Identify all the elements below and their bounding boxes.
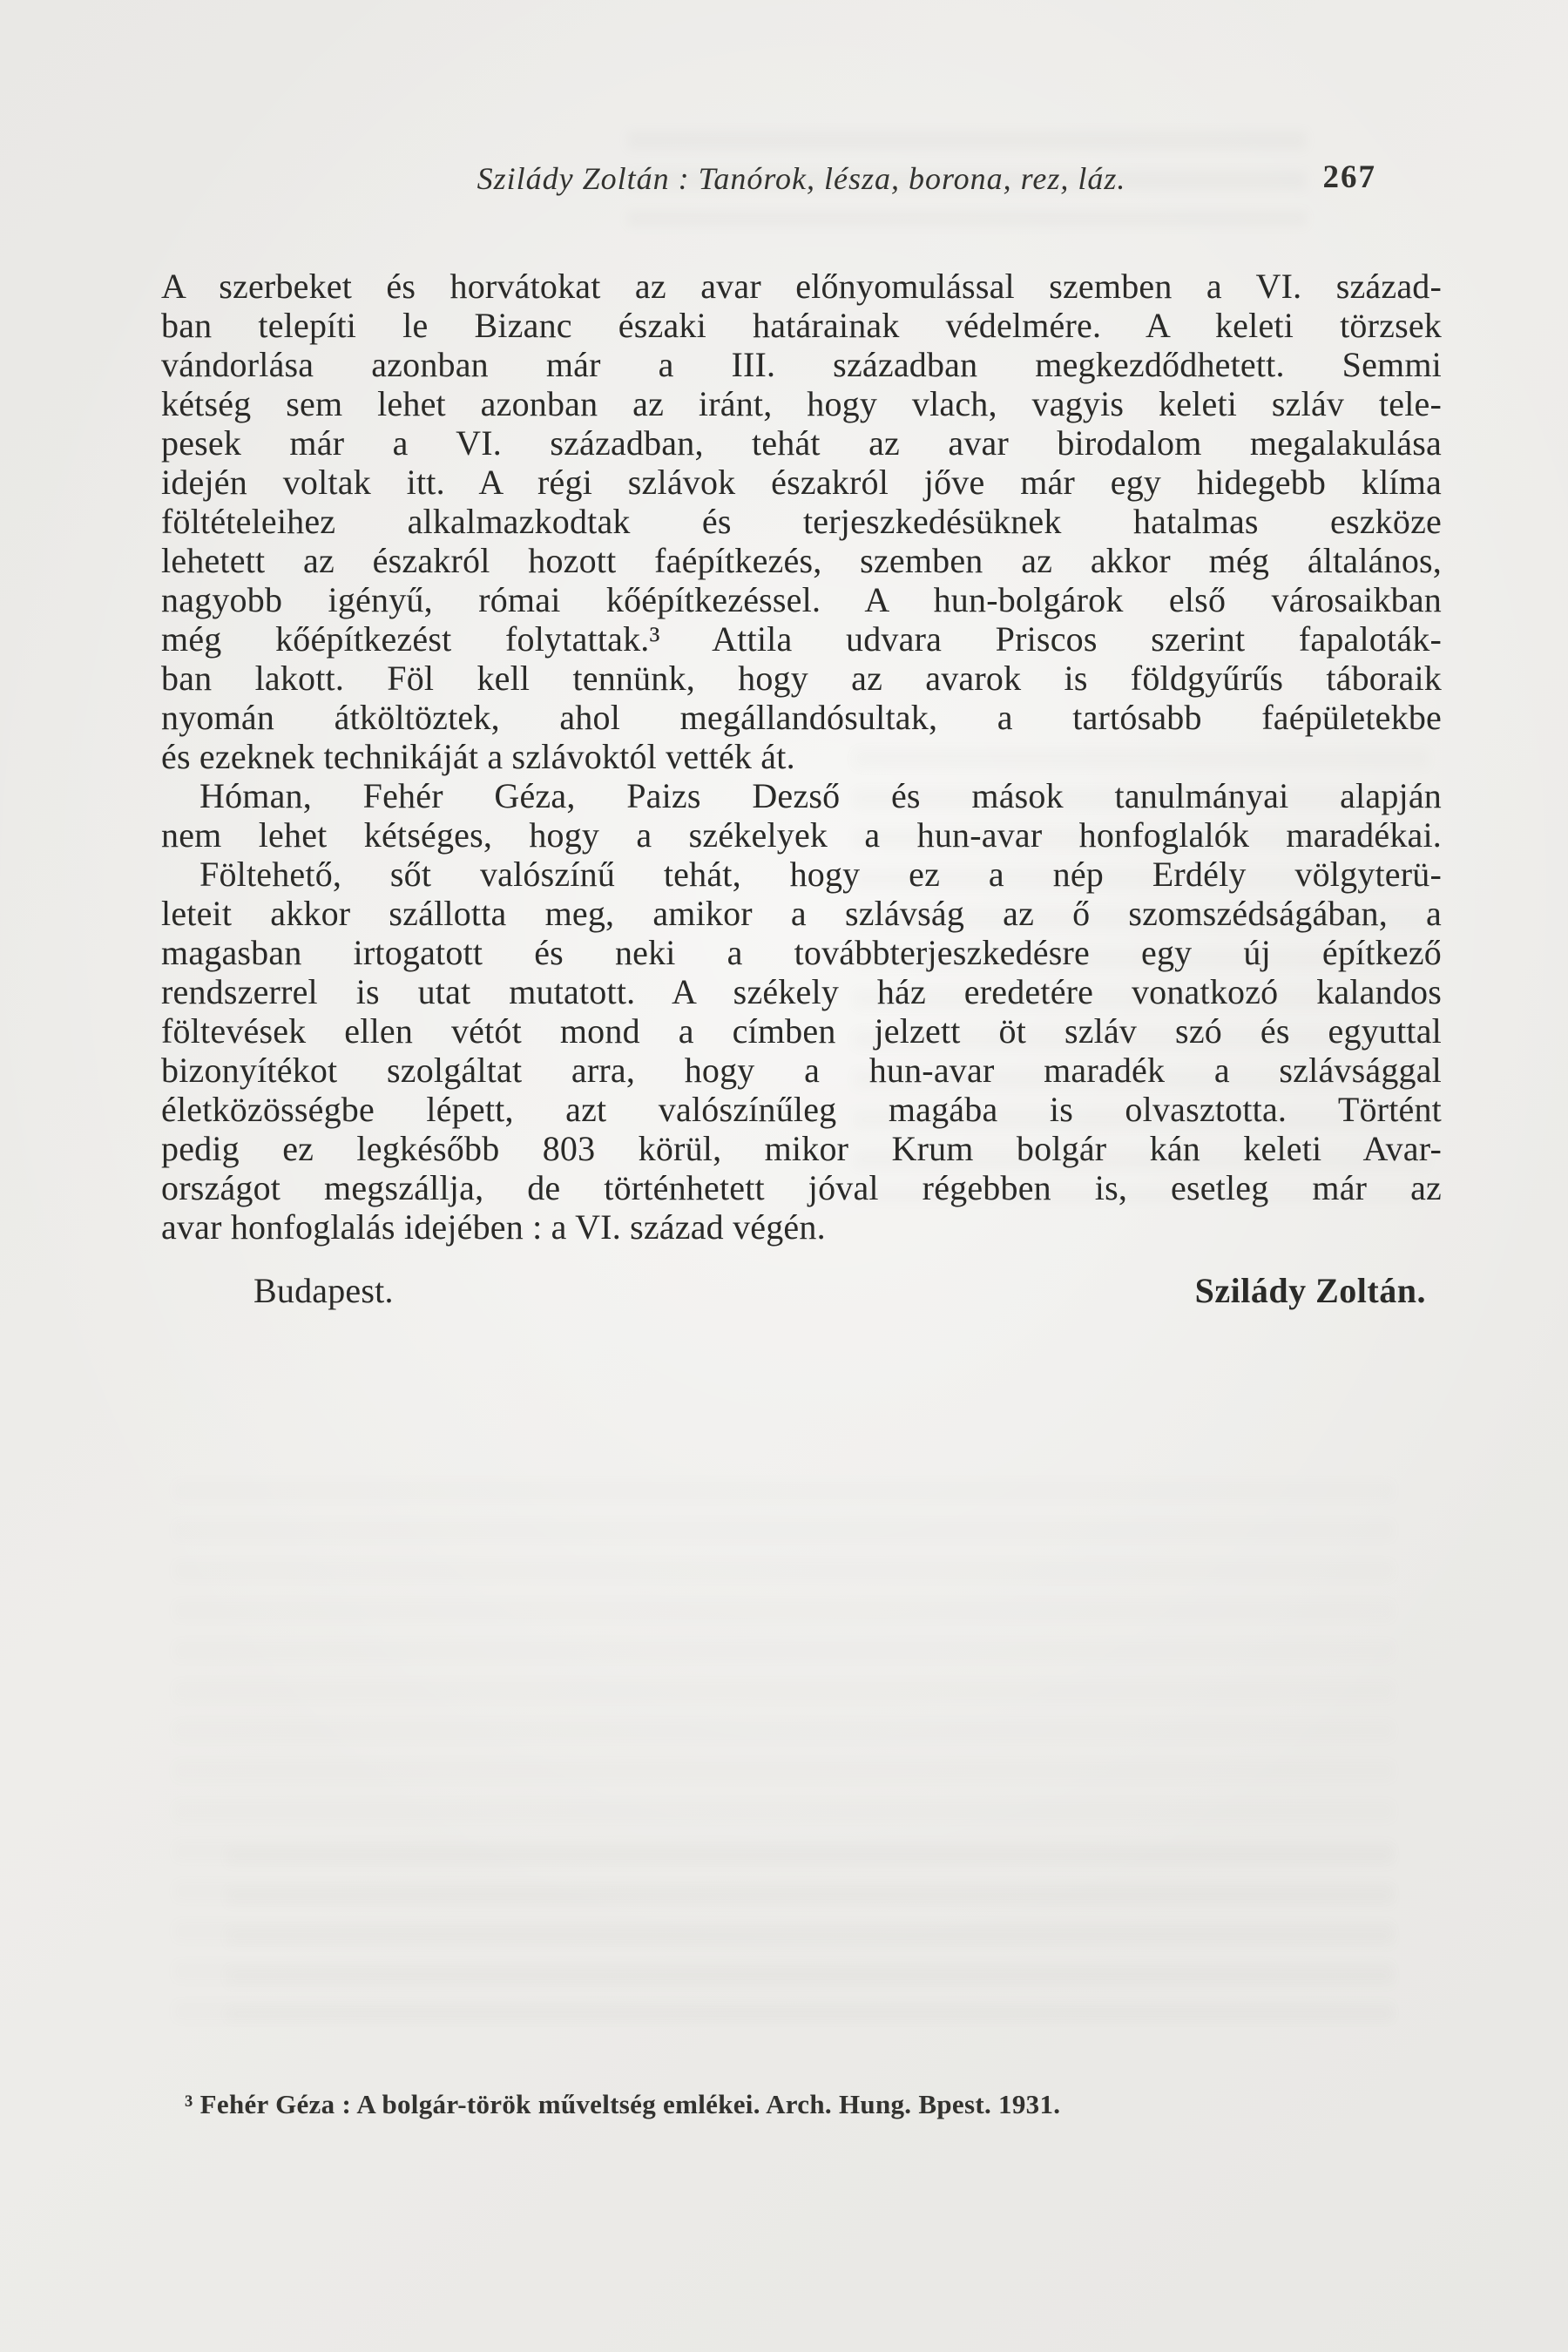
text-line: életközösségbe lépett, azt valószínűleg magába is olvasztotta. Történt xyxy=(161,1090,1442,1129)
footnote: ³ Fehér Géza : A bolgár-török műveltség emlékei. Arch. Hung. Bpest. 1931. xyxy=(185,2089,1061,2119)
text-line: országot megszállja, de történhetett jóval régebben is, esetleg már az xyxy=(161,1168,1442,1207)
text-line: kétség sem lehet azonban az iránt, hogy vlach, vagyis keleti szláv tele- xyxy=(161,384,1442,423)
text-line: pesek már a VI. században, tehát az avar birodalom megalakulása xyxy=(161,423,1442,463)
text-line: föltételeihez alkalmazkodtak és terjeszkedésüknek hatalmas eszköze xyxy=(161,502,1442,541)
text-line: magasban irtogatott és neki a továbbterjeszkedésre egy új építkező xyxy=(161,933,1442,972)
text-line: pedig ez legkésőbb 803 körül, mikor Krum bolgár kán keleti Avar- xyxy=(161,1129,1442,1168)
text-line: bizonyítékot szolgáltat arra, hogy a hun-avar maradék a szlávsággal xyxy=(161,1051,1442,1090)
text-line: avar honfoglalás idejében : a VI. század végén. xyxy=(161,1207,826,1247)
paragraph xyxy=(161,267,1442,776)
text-line: még kőépítkezést folytattak.³ Attila udvara Priscos szerint fapaloták- xyxy=(161,619,1442,659)
running-head xyxy=(161,160,1442,202)
text-line: rendszerrel is utat mutatott. A székely ház eredetére vonatkozó kalandos xyxy=(161,972,1442,1011)
page-number: 267 xyxy=(1322,159,1376,195)
signature-row xyxy=(161,1271,1442,1310)
article-body xyxy=(161,267,1442,1310)
text-line: nem lehet kétséges, hogy a székelyek a hun-avar honfoglalók maradékai. xyxy=(161,815,1442,855)
text-line: ban lakott. Föl kell tennünk, hogy az avarok is földgyűrűs táboraik xyxy=(161,659,1442,698)
signature-place: Budapest. xyxy=(253,1271,394,1310)
text-line: nagyobb igényű, római kőépítkezéssel. A hun-bolgárok első városaikban xyxy=(161,580,1442,619)
paragraphs-container xyxy=(161,267,1442,1247)
text-line: és ezeknek technikáját a szlávoktól vették át. xyxy=(161,737,795,776)
text-line: ban telepíti le Bizanc északi határainak védelmére. A keleti törzsek xyxy=(161,306,1442,345)
signature-author: Szilády Zoltán. xyxy=(1194,1271,1426,1310)
text-line: leteit akkor szállotta meg, amikor a szlávság az ő szomszédságában, a xyxy=(161,894,1442,933)
text-line: lehetett az északról hozott faépítkezés, szemben az akkor még általános, xyxy=(161,541,1442,580)
paragraph xyxy=(161,855,1442,1247)
text-line: föltevések ellen vétót mond a címben jelzett öt szláv szó és egyuttal xyxy=(161,1011,1442,1051)
text-line: nyomán átköltöztek, ahol megállandósultak, a tartósabb faépületekbe xyxy=(161,698,1442,737)
text-line: Föltehető, sőt valószínű tehát, hogy ez a nép Erdély völgyterü- xyxy=(199,855,1442,894)
bleed-through-ghost xyxy=(174,1481,1394,2038)
text-line: idején voltak itt. A régi szlávok északról jőve már egy hidegebb klíma xyxy=(161,463,1442,502)
text-line: vándorlása azonban már a III. században megkezdődhetett. Semmi xyxy=(161,345,1442,384)
bleed-through-ghost xyxy=(226,1847,1394,2021)
paragraph xyxy=(161,776,1442,855)
running-title: Szilády Zoltán : Tanórok, lésza, borona, rez, láz. xyxy=(476,161,1126,196)
text-line: A szerbeket és horvátokat az avar előnyomulással szemben a VI. század- xyxy=(161,267,1442,306)
text-line: Hóman, Fehér Géza, Paizs Dezső és mások tanulmányai alapján xyxy=(199,776,1442,815)
